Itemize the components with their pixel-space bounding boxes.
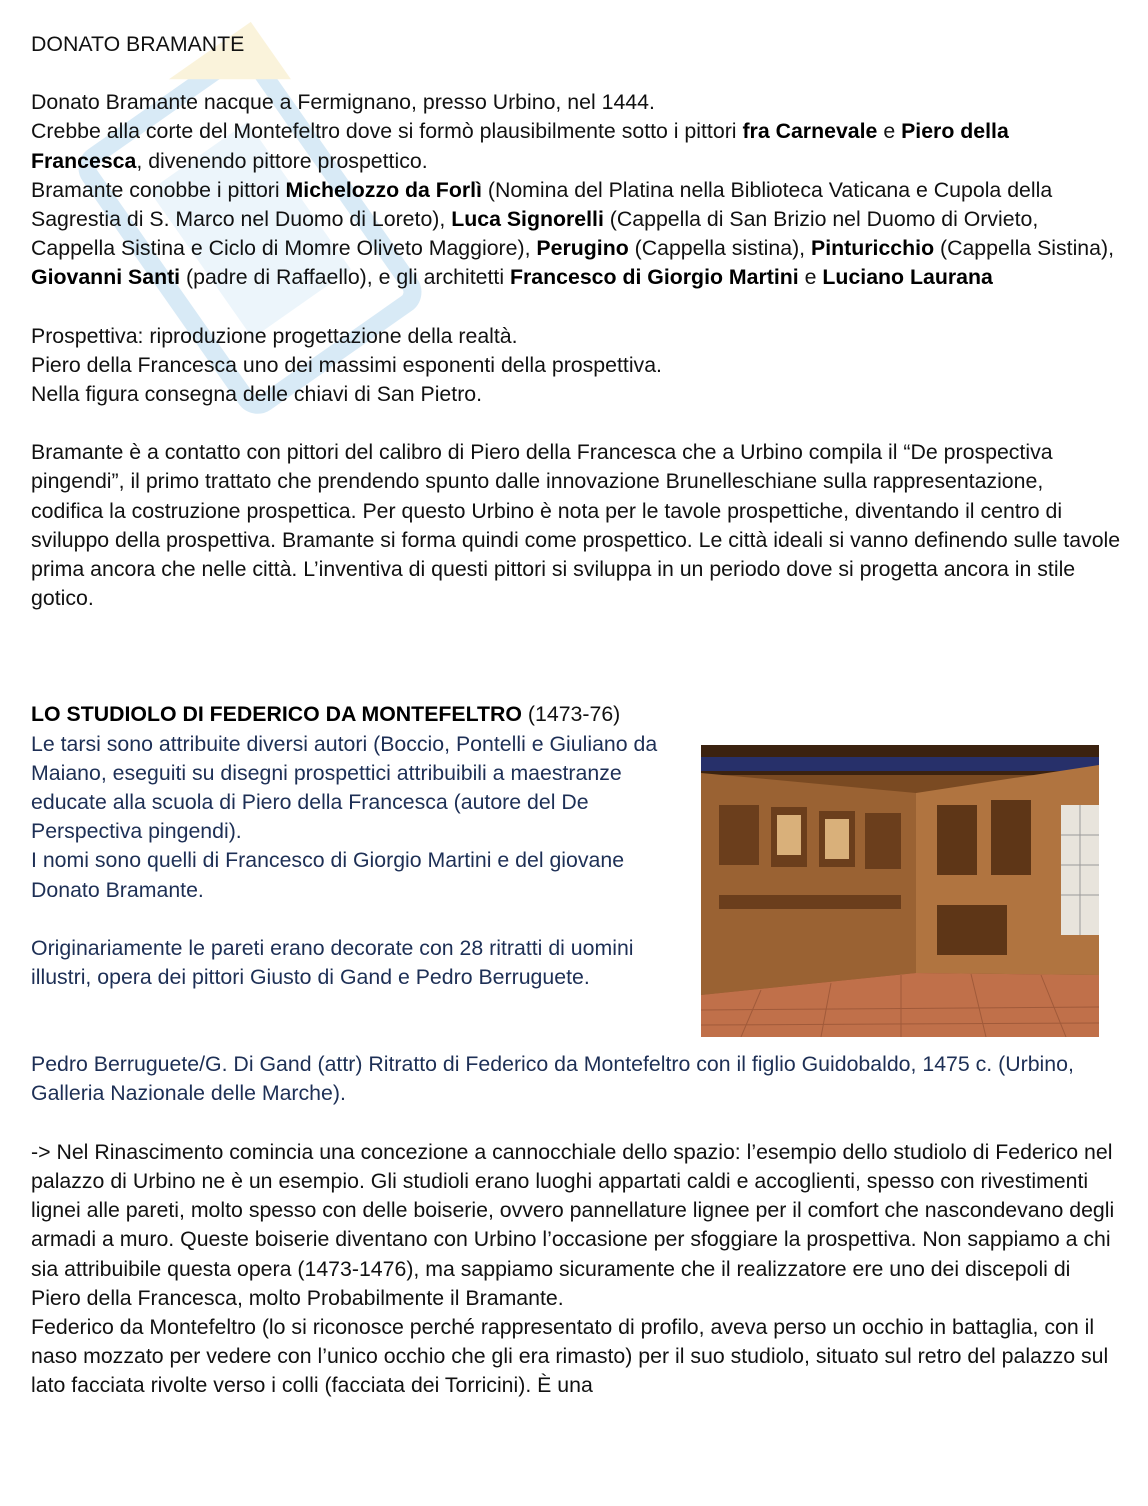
prospettiva-line-2: Piero della Francesca uno dei massimi esponenti della prospettiva.: [31, 352, 662, 377]
cannocchiale-paragraph: -> Nel Rinascimento comincia una concezione a cannocchiale dello spazio: l’esempio dello studiolo di Federico nel palazzo di Urbino ne è un esempio. Gli studioli erano luoghi appartati caldi e accoglienti, spesso con rivestimenti lignei alle pareti, molto spesso con delle boiserie, ovvero pannellature lignee per il comfort che nascondevano degli armadi a muro. Queste boiserie diventano con Urbino l’occasione per sfoggiare la prospettiva. Non sappiamo a chi sia attribuibile questa opera (1473-1476), ma sappiamo sicuramente che il realizzatore ere uno dei discepoli di Piero della Francesca, molto Probabilmente il Bramante.: [31, 1139, 1115, 1310]
document-title: DONATO BRAMANTE: [31, 32, 245, 56]
prospettiva-line-3: Nella figura consegna delle chiavi di San Pietro.: [31, 382, 483, 407]
intro-paragraph-3: Bramante conobbe i pittori Michelozzo da Forlì (Nomina del Platina nella Biblioteca Vaticana e Cupola della Sagrestia di S. Marco nel Duomo di Loreto), Luca Signorelli (Cappella di San Brizio nel Duomo di Orvieto, Cappella Sistina e Ciclo di Momre Oliveto Maggiore), Perugino (Cappella sistina), Pinturicchio (Cappella Sistina), Giovanni Santi (padre di Raffaello), e gli architetti Francesco di Giorgio Martini e Luciano Laurana: [31, 177, 1114, 290]
studiolo-paragraph-3: Originariamente le pareti erano decorate con 28 ritratti di uomini illustri, opera dei pittori Giusto di Gand e Pedro Berruguete.: [31, 935, 634, 990]
urbino-paragraph: Bramante è a contatto con pittori del calibro di Piero della Francesca che a Urbino compila il “De prospectiva pingendi”, il primo trattato che prendendo spunto dalle innovazione Brunelleschiane sulla rappresentazione, codifica la costruzione prospettica. Per questo Urbino è nota per le tavole prospettiche, diventando il centro di sviluppo della prospettiva. Bramante si forma quindi come prospettico. Le città ideali si vanno definendo sulle tavole prima ancora che nelle città. L’inventiva di questi pittori si sviluppa in un periodo dove si progetta ancora in stile gotico.: [31, 440, 1121, 611]
studiolo-photo: [701, 745, 1099, 1037]
federico-paragraph: Federico da Montefeltro (lo si riconosce perché rappresentato di profilo, aveva perso un occhio in battaglia, con il naso mozzato per vedere con l’unico occhio che gli era rimasto) per il suo studiolo, situato sul retro del palazzo sul lato facciata rivolte verso i colli (facciata dei Torricini). È una: [31, 1314, 1109, 1398]
prospettiva-line-1: Prospettiva: riproduzione progettazione della realtà.: [31, 323, 518, 348]
studiolo-section: [31, 700, 1121, 992]
portrait-caption: Pedro Berruguete/G. Di Gand (attr) Ritratto di Federico da Montefeltro con il figlio Guidobaldo, 1475 c. (Urbino, Galleria Nazionale delle Marche).: [31, 1052, 1074, 1106]
intro-line-1: Donato Bramante nacque a Fermignano, presso Urbino, nel 1444.: [31, 90, 655, 115]
studiolo-paragraph-2: I nomi sono quelli di Francesco di Giorgio Martini e del giovane Donato Bramante.: [31, 848, 625, 902]
studiolo-paragraph-1: Le tarsi sono attribuite diversi autori (Boccio, Pontelli e Giuliano da Maiano, eseguiti su disegni prospettici attribuibili a maestranze educate alla scuola di Piero della Francesca (autore del De Perspectiva pingendi).: [31, 731, 658, 844]
studiolo-heading: LO STUDIOLO DI FEDERICO DA MONTEFELTRO (1473-76): [31, 702, 621, 727]
document-page: [31, 30, 1121, 1401]
intro-paragraph-2: Crebbe alla corte del Montefeltro dove si formò plausibilmente sotto i pittori fra Carnevale e Piero della Francesca, divenendo pittore prospettico.: [31, 119, 1009, 173]
